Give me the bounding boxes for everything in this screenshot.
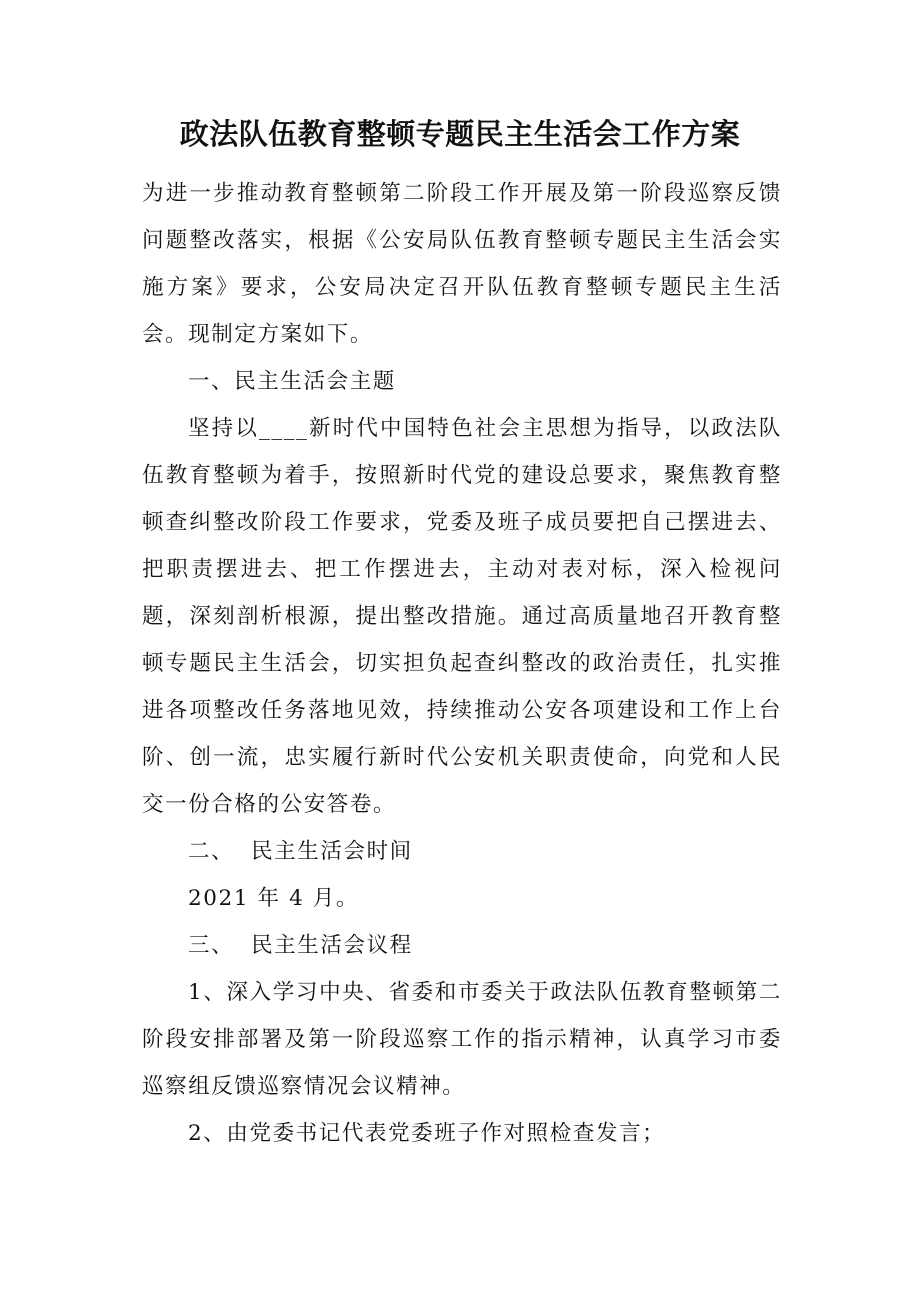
section1-heading: 一、民主生活会主题 [188,369,396,394]
section3-heading: 三、 民主生活会议程 [188,933,413,958]
section2-paragraph: 2021 年 4 月。 [188,886,359,911]
agenda-item-2: 2、由党委书记代表党委班子作对照检查发言； [188,1121,666,1146]
document-title: 政法队伍教育整顿专题民主生活会工作方案 [179,117,741,151]
document-body [142,170,782,1157]
intro-paragraph: 为进一步推动教育整顿第二阶段工作开展及第一阶段巡察反馈问题整改落实，根据《公安局队伍教育整顿专题民主生活会实施方案》要求，公安局决定召开队伍教育整顿专题民主生活会。现制定方案如下。 [142,181,782,347]
section1-paragraph: 坚持以____新时代中国特色社会主思想为指导，以政法队伍教育整顿为着手，按照新时代党的建设总要求，聚焦教育整顿查纠整改阶段工作要求，党委及班子成员要把自己摆进去、把职责摆进去、把工作摆进去，主动对表对标，深入检视问题，深刻剖析根源，提出整改措施。通过高质量地召开教育整顿专题民主生活会，切实担负起查纠整改的政治责任，扎实推进各项整改任务落地见效，持续推动公安各项建设和工作上台阶、创一流，忠实履行新时代公安机关职责使命，向党和人民交一份合格的公安答卷。 [142,416,782,817]
section2-heading: 二、 民主生活会时间 [188,839,413,864]
agenda-item-1: 1、深入学习中央、省委和市委关于政法队伍教育整顿第二阶段安排部署及第一阶段巡察工作的指示精神，认真学习市委巡察组反馈巡察情况会议精神。 [142,980,782,1099]
